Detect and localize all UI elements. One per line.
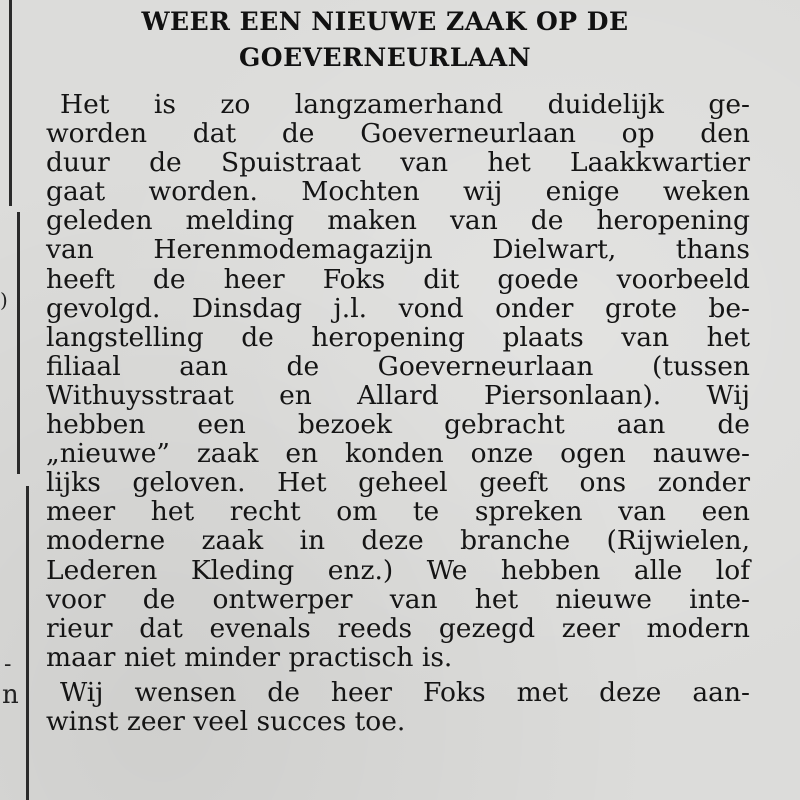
text-line: lijks geloven. Het geheel geeft ons zonder bbox=[46, 467, 750, 499]
text-line: Lederen Kleding enz.) We hebben alle lof bbox=[46, 554, 750, 586]
adjacent-column-fragment: ) bbox=[0, 288, 8, 312]
text-line: heeft de heer Foks dit goede voorbeeld bbox=[46, 263, 750, 295]
text-line: geleden melding maken van de heropening bbox=[46, 205, 750, 237]
column-rule bbox=[17, 212, 20, 474]
text-line: duur de Spuistraat van het Laakkwartier bbox=[46, 147, 750, 179]
article-headline bbox=[60, 4, 710, 76]
text-line: van Herenmodemagazijn Dielwart, thans bbox=[46, 234, 750, 266]
article-body bbox=[46, 90, 750, 736]
text-line: winst zeer veel succes toe. bbox=[46, 705, 406, 737]
text-line: Wij wensen de heer Foks met deze aan- bbox=[60, 676, 750, 708]
text-line: „nieuwe” zaak en konden onze ogen nauwe- bbox=[46, 438, 750, 470]
headline-line: WEER EEN NIEUWE ZAAK OP DE bbox=[141, 7, 629, 36]
text-line: voor de ontwerper van het nieuwe inte- bbox=[46, 583, 750, 615]
paragraph bbox=[46, 90, 750, 672]
text-line: moderne zaak in deze branche (Rijwielen, bbox=[46, 525, 750, 557]
text-line: gevolgd. Dinsdag j.l. vond onder grote be- bbox=[46, 292, 750, 324]
adjacent-column-fragment: - bbox=[4, 652, 12, 677]
adjacent-column-fragment: n bbox=[2, 680, 19, 710]
text-line: langstelling de heropening plaats van het bbox=[46, 321, 750, 353]
paragraph bbox=[46, 678, 750, 736]
column-rule bbox=[9, 0, 12, 206]
text-line: maar niet minder practisch is. bbox=[46, 641, 453, 673]
text-line: hebben een bezoek gebracht aan de bbox=[46, 409, 750, 441]
text-line: Withuysstraat en Allard Piersonlaan). Wij bbox=[46, 379, 750, 411]
headline-line: GOEVERNEURLAAN bbox=[238, 43, 532, 72]
text-line: gaat worden. Mochten wij enige weken bbox=[46, 176, 750, 208]
text-line: filiaal aan de Goeverneurlaan (tussen bbox=[46, 350, 750, 382]
text-line: Het is zo langzamerhand duidelijk ge- bbox=[60, 89, 750, 120]
text-line: rieur dat evenals reeds gezegd zeer modern bbox=[46, 612, 750, 644]
column-rule bbox=[26, 486, 29, 800]
text-line: meer het recht om te spreken van een bbox=[46, 496, 750, 528]
text-line: worden dat de Goeverneurlaan op den bbox=[46, 118, 750, 150]
